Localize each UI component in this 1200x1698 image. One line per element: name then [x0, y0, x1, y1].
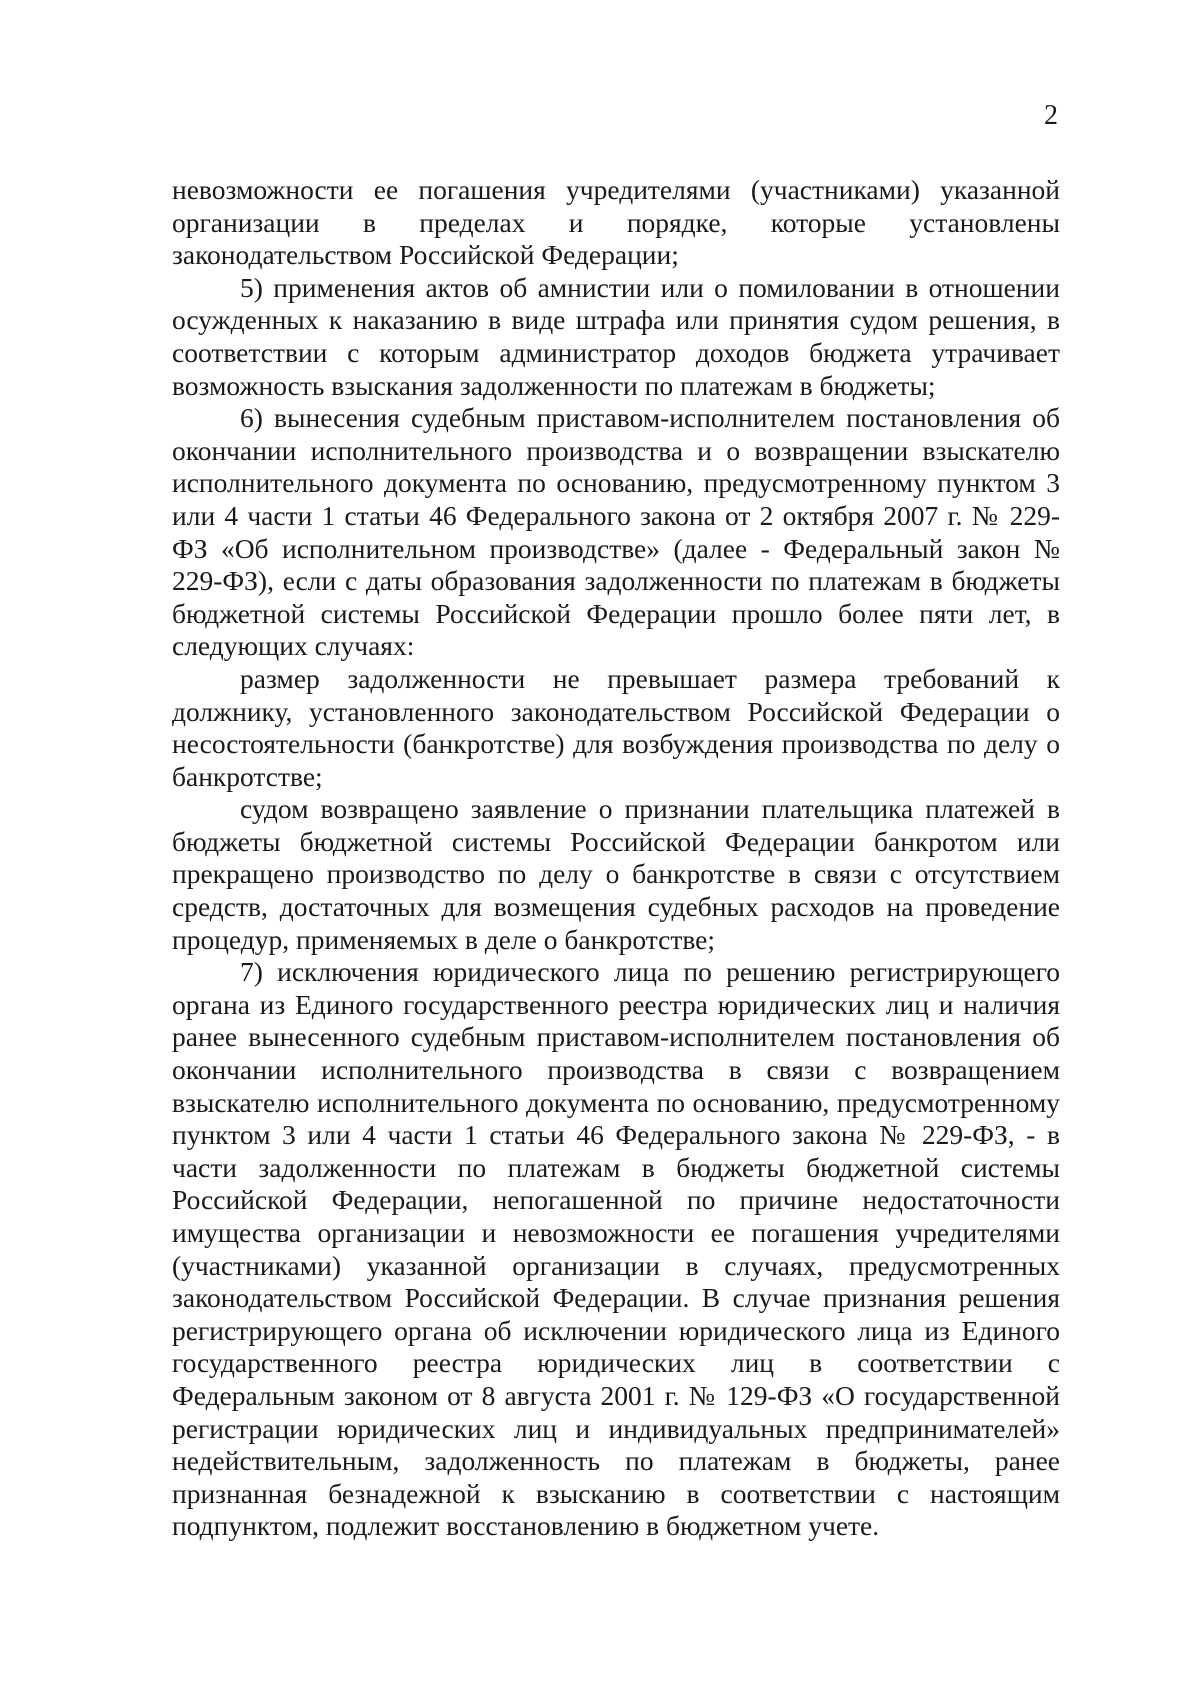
paragraph-continuation: невозможности ее погашения учредителями (участниками) указанной организации в пределах и порядке, которые установлены законодательством Российской Федерации;	[172, 174, 1060, 271]
paragraph-item-7: 7) исключения юридического лица по решению регистрирующего органа из Единого государственного реестра юридических лиц и наличия ранее вынесенного судебным приставом-исполнителем постановления об окончании исполнительного производства в связи с возвращением взыскателю исполнительного документа по основанию, предусмотренному пунктом 3 или 4 части 1 статьи 46 Федерального закона № 229-ФЗ, - в части задолженности по платежам в бюджеты бюджетной системы Российской Федерации, непогашенной по причине недостаточности имущества организации и невозможности ее погашения учредителями (участниками) указанной организации в случаях, предусмотренных законодательством Российской Федерации. В случае признания решения регистрирующего органа об исключении юридического лица из Единого государственного реестра юридических лиц в соответствии с Федеральным законом от 8 августа 2001 г. № 129-ФЗ «О государственной регистрации юридических лиц и индивидуальных предпринимателей» недействительным, задолженность по платежам в бюджеты, ранее признанная безнадежной к взысканию в соответствии с настоящим подпунктом, подлежит восстановлению в бюджетном учете.	[172, 956, 1060, 1542]
paragraph-item-5: 5) применения актов об амнистии или о помиловании в отношении осужденных к наказанию в виде штрафа или принятия судом решения, в соответствии с которым администратор доходов бюджета утрачивает возможность взыскания задолженности по платежам в бюджеты;	[172, 271, 1060, 401]
page-number: 2	[1044, 100, 1058, 131]
paragraph-item-6: 6) вынесения судебным приставом-исполнителем постановления об окончании исполнительного производства и о возвращении взыскателю исполнительного документа по основанию, предусмотренному пунктом 3 или 4 части 1 статьи 46 Федерального закона от 2 октября 2007 г. № 229-ФЗ «Об исполнительном производстве» (далее - Федеральный закон № 229-ФЗ), если с даты образования задолженности по платежам в бюджеты бюджетной системы Российской Федерации прошло более пяти лет, в следующих случаях:	[172, 402, 1060, 662]
paragraph-item-6-case-1: размер задолженности не превышает размера требований к должнику, установленного законодательством Российской Федерации о несостоятельности (банкротстве) для возбуждения производства по делу о банкротстве;	[172, 662, 1060, 792]
document-body	[172, 174, 1060, 1543]
paragraph-item-6-case-2: судом возвращено заявление о признании плательщика платежей в бюджеты бюджетной системы Российской Федерации банкротом или прекращено производство по делу о банкротстве в связи с отсутствием средств, достаточных для возмещения судебных расходов на проведение процедур, применяемых в деле о банкротстве;	[172, 793, 1060, 955]
